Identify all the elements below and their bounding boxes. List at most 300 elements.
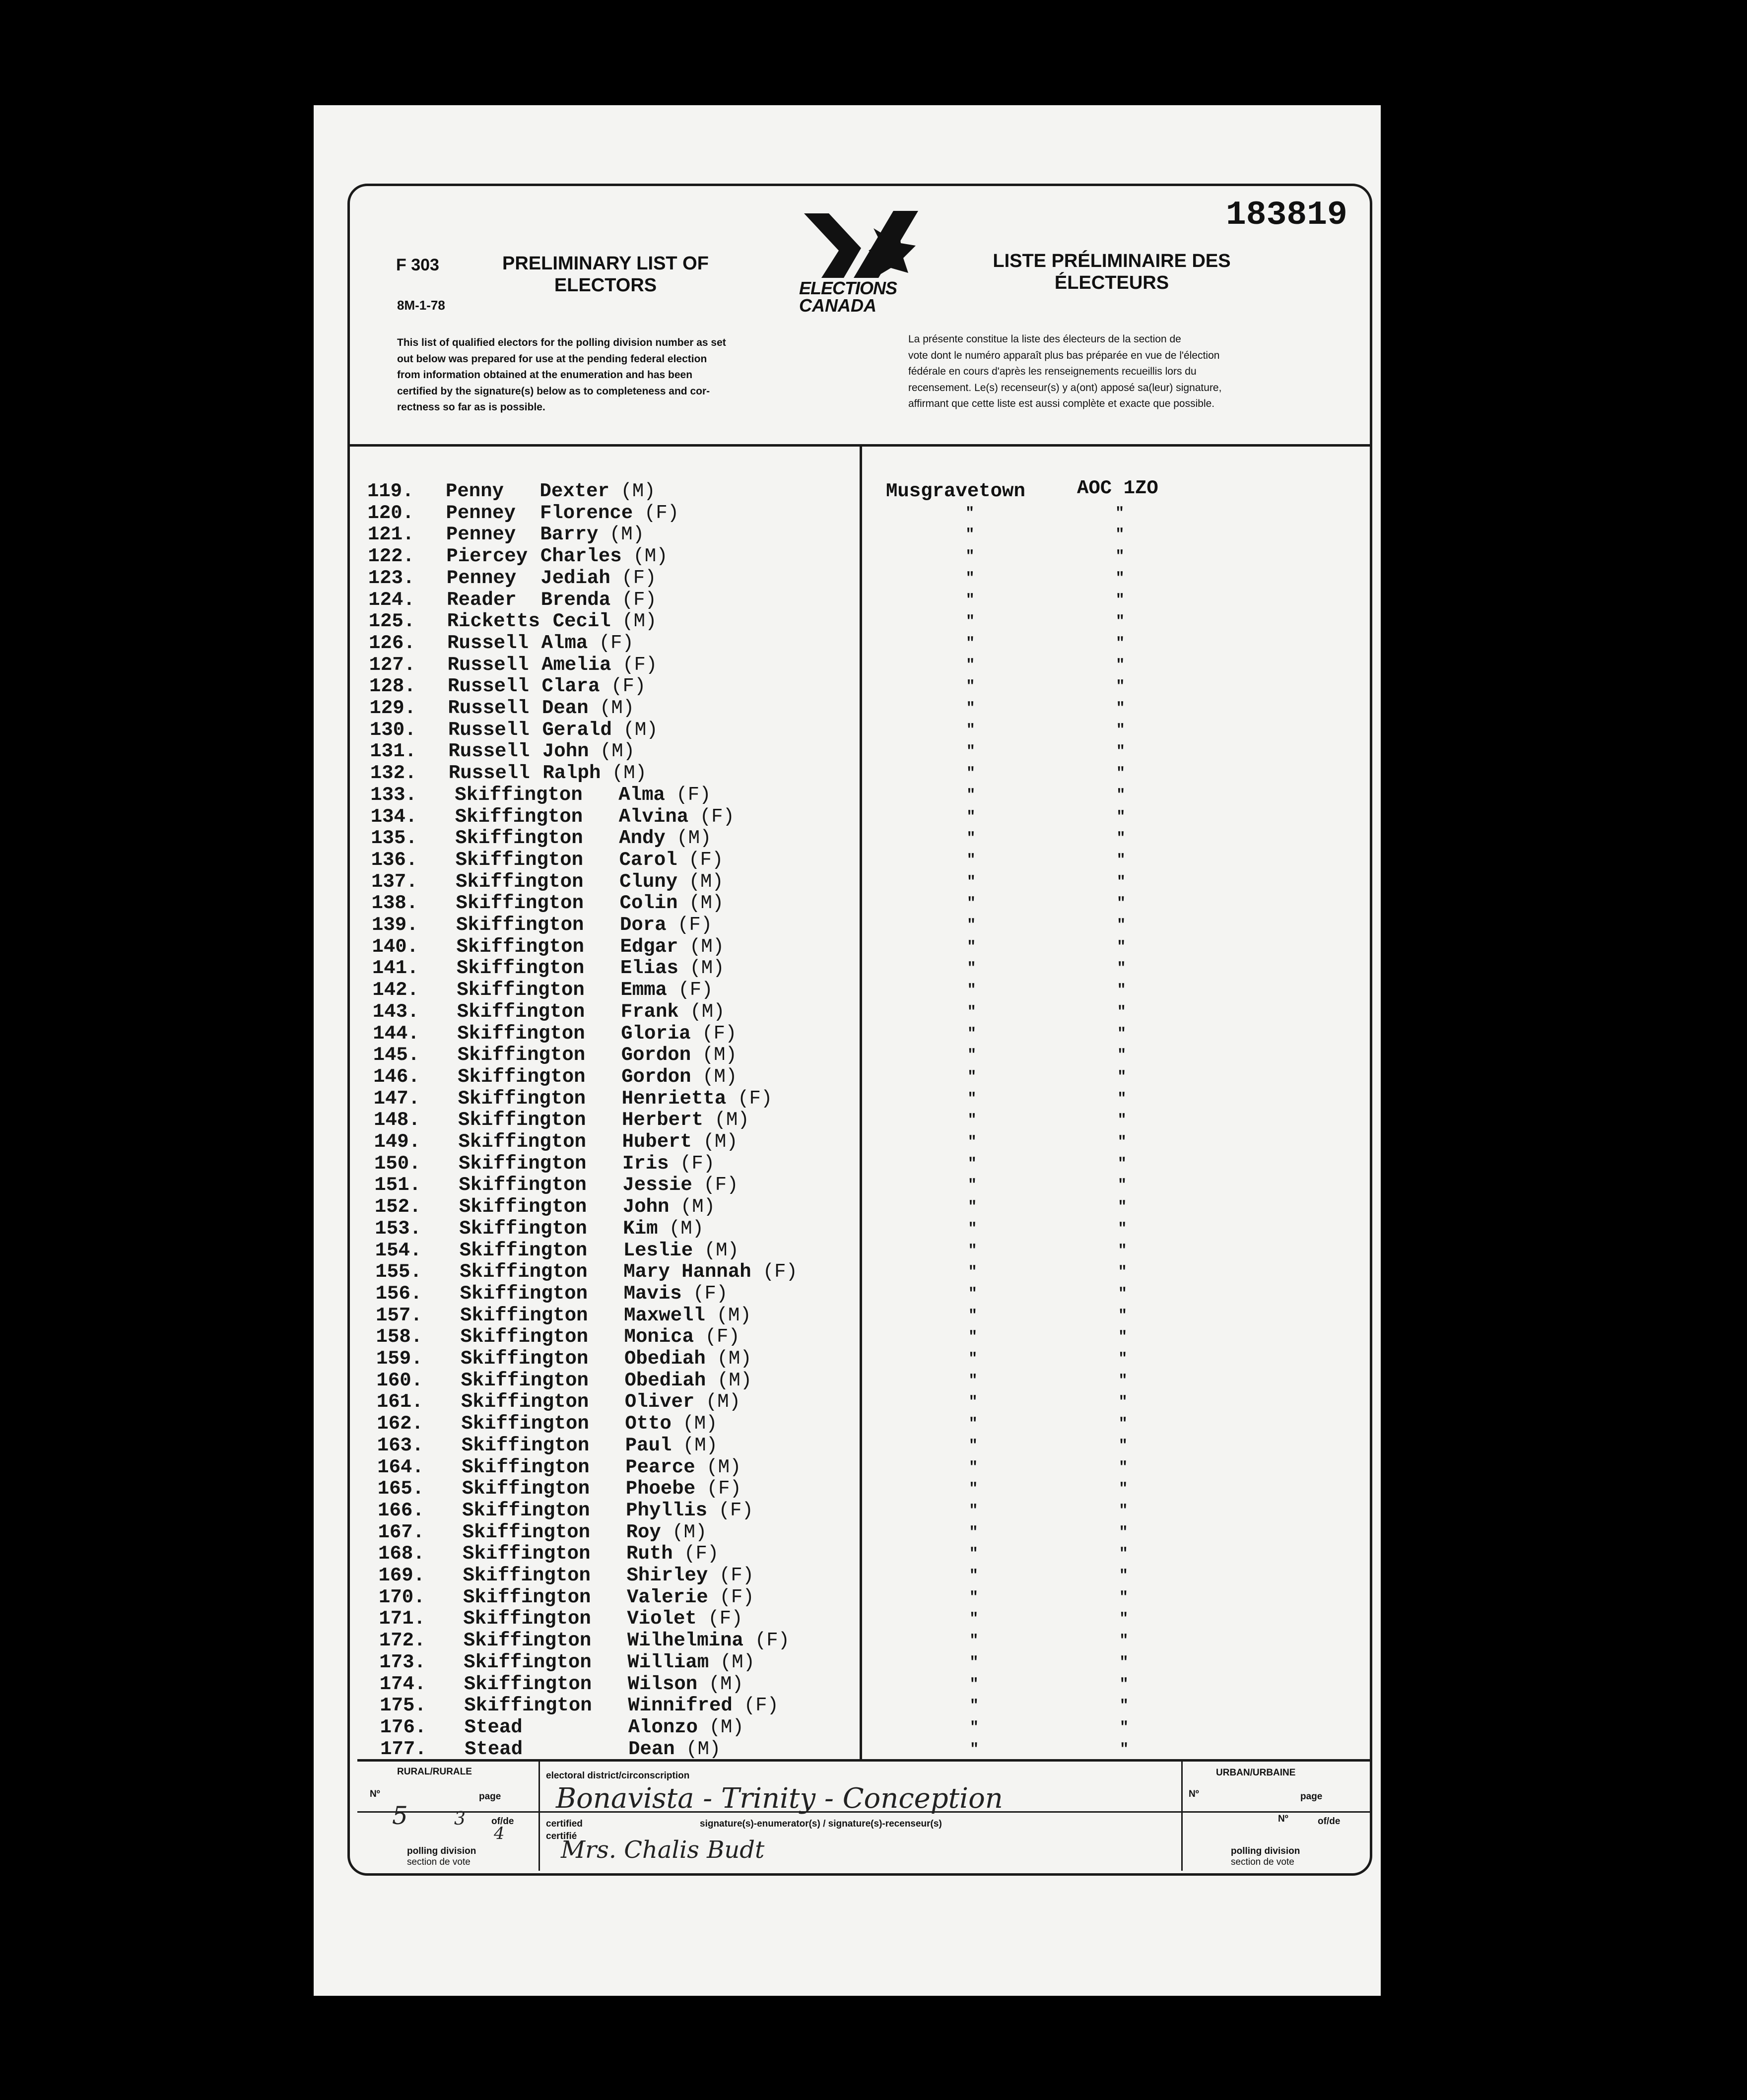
elector-given-name: Elias [620, 957, 678, 980]
ditto-mark: " [1116, 852, 1126, 869]
elector-sex: (F) [754, 1630, 790, 1652]
electoral-district-value: Bonavista - Trinity - Conception [556, 1782, 1003, 1815]
ditto-mark: " [1117, 938, 1126, 956]
elector-given-name: Monica [624, 1326, 694, 1348]
elector-sex: (M) [705, 1391, 741, 1413]
elector-sex: (F) [676, 784, 711, 806]
elector-surname: Skiffington [455, 784, 583, 806]
elector-given-name: Phyllis [626, 1499, 707, 1521]
elector-number: 161. [376, 1391, 423, 1413]
elector-surname: Skiffington [460, 1326, 588, 1348]
elector-sex: (M) [672, 1521, 707, 1543]
elector-number: 134. [370, 805, 417, 828]
ditto-mark: " [966, 873, 976, 891]
ditto-mark: " [967, 938, 976, 956]
elector-number: 158. [376, 1326, 423, 1348]
rural-page-label: page [479, 1791, 501, 1802]
elector-sex: (F) [611, 675, 646, 698]
elector-given-name: William [627, 1651, 709, 1673]
elector-number: 142. [372, 979, 419, 1001]
ditto-mark: " [968, 1416, 978, 1433]
ditto-mark: " [1118, 1437, 1128, 1454]
elector-sex: (M) [676, 827, 712, 850]
ditto-mark: " [969, 1502, 978, 1519]
ditto-mark: " [968, 1199, 977, 1216]
elector-given-name: Brenda [540, 589, 611, 611]
elector-sex: (F) [743, 1695, 779, 1717]
ditto-mark: " [1115, 613, 1125, 631]
elector-sex: (M) [689, 892, 724, 915]
elector-surname: Russell [448, 740, 530, 763]
ditto-mark: " [1119, 1481, 1128, 1498]
elector-given-name: Ralph [542, 762, 601, 785]
ditto-mark: " [968, 1437, 978, 1454]
elector-given-name: Obediah [624, 1348, 706, 1370]
title-english [486, 253, 725, 296]
ditto-mark: " [1115, 526, 1125, 544]
ditto-mark: " [969, 1611, 979, 1628]
elector-sex: (M) [716, 1304, 751, 1326]
title-english-line2: ELECTORS [554, 274, 657, 296]
elector-given-name: Gordon [621, 1044, 691, 1066]
elector-sex: (M) [611, 762, 647, 785]
elector-surname: Skiffington [458, 1087, 586, 1110]
elector-number: 129. [369, 697, 416, 719]
elector-given-name: Jessie [622, 1174, 692, 1196]
elector-sex: (M) [717, 1348, 752, 1370]
elector-sex: (M) [669, 1217, 704, 1240]
ditto-mark: " [968, 1351, 978, 1368]
elector-sex: (M) [703, 1131, 738, 1153]
ditto-mark: " [1119, 1654, 1129, 1671]
ditto-mark: " [1116, 830, 1126, 848]
intro-english-line: out below was prepared for use at the pending federal election [397, 353, 707, 365]
elector-given-name: Wilson [627, 1673, 698, 1695]
elector-surname: Skiffington [460, 1282, 588, 1305]
elector-surname: Reader [447, 589, 517, 611]
ditto-mark: " [966, 678, 975, 696]
elector-number: 123. [368, 567, 415, 589]
ditto-mark: " [967, 1003, 976, 1021]
urban-polling-division-label: polling division [1231, 1846, 1300, 1856]
elector-sex: (M) [609, 524, 645, 546]
elector-surname: Skiffington [458, 1152, 587, 1175]
elector-number: 153. [375, 1217, 421, 1240]
elector-given-name: Oliver [624, 1391, 695, 1413]
ditto-mark: " [1116, 895, 1126, 913]
ditto-mark: " [966, 895, 976, 913]
elector-number: 170. [378, 1586, 425, 1608]
ditto-mark: " [966, 787, 976, 804]
address-town: Musgravetown [886, 480, 1025, 502]
elector-surname: Penny [446, 480, 504, 502]
elector-surname: Skiffington [455, 849, 584, 871]
logo-emblem-icon [799, 208, 923, 283]
elector-given-name: Dean [628, 1738, 675, 1760]
ditto-mark: " [969, 1698, 979, 1715]
elections-canada-logo [799, 208, 923, 316]
ditto-mark: " [967, 960, 976, 978]
elector-sex: (M) [708, 1673, 743, 1695]
enumerator-signature: Mrs. Chalis Budt [561, 1836, 765, 1864]
elector-surname: Russell [448, 719, 530, 741]
elector-sex: (M) [680, 1196, 716, 1218]
ditto-mark: " [968, 1177, 977, 1194]
elector-surname: Piercey [446, 545, 528, 568]
elector-number: 165. [377, 1478, 424, 1500]
ditto-mark: " [969, 1633, 979, 1650]
elector-given-name: Cluny [619, 870, 678, 893]
elector-surname: Skiffington [457, 1044, 586, 1066]
elector-surname: Skiffington [458, 1131, 586, 1153]
urban-no-label: Nº [1189, 1789, 1199, 1799]
elector-surname: Stead [464, 1716, 523, 1738]
ditto-mark: " [1116, 656, 1125, 674]
ditto-mark: " [1117, 1134, 1127, 1151]
elector-number: 145. [373, 1044, 420, 1066]
form-number: F 303 [396, 256, 439, 274]
ditto-mark: " [1115, 548, 1125, 566]
elector-given-name: Hubert [622, 1131, 692, 1153]
elector-number: 139. [372, 914, 418, 936]
elector-sex: (M) [600, 697, 635, 719]
elector-sex: (M) [717, 1369, 752, 1391]
ditto-mark: " [966, 830, 976, 848]
elector-surname: Russell [447, 632, 529, 654]
elector-number: 167. [378, 1521, 425, 1543]
elector-surname: Skiffington [460, 1261, 588, 1283]
ditto-mark: " [969, 1524, 978, 1541]
elector-number: 131. [370, 740, 417, 763]
elector-surname: Skiffington [464, 1695, 592, 1717]
ditto-mark: " [1119, 1524, 1128, 1541]
elector-given-name: Barry [540, 524, 599, 546]
elector-given-name: Cecil [552, 610, 611, 633]
ditto-mark: " [967, 1068, 977, 1086]
ditto-mark: " [965, 548, 975, 566]
elector-given-name: Clara [541, 675, 600, 698]
urban-no-label-2: Nº [1278, 1814, 1288, 1824]
ditto-mark: " [1116, 700, 1125, 717]
electoral-district-label: electoral district/circonscription [546, 1771, 690, 1781]
elector-given-name: Maxwell [624, 1304, 705, 1326]
ditto-mark: " [1118, 1220, 1127, 1238]
elector-surname: Skiffington [459, 1217, 587, 1240]
ditto-mark: " [966, 852, 976, 869]
ditto-mark: " [969, 1676, 979, 1693]
ditto-mark: " [1118, 1394, 1128, 1411]
ditto-mark: " [1118, 1307, 1127, 1324]
ditto-mark: " [967, 1025, 976, 1043]
elector-sex: (M) [706, 1456, 741, 1478]
elector-given-name: Dean [542, 697, 589, 719]
intro-english-line: certified by the signature(s) below as to completeness and cor- [397, 385, 710, 397]
elector-surname: Russell [448, 697, 530, 719]
elector-number: 157. [376, 1304, 422, 1326]
ditto-mark: " [969, 1546, 978, 1563]
elector-number: 163. [377, 1434, 424, 1456]
urban-label: URBAN/URBAINE [1216, 1768, 1296, 1778]
elector-surname: Skiffington [455, 805, 583, 828]
elector-surname: Skiffington [461, 1391, 589, 1413]
ditto-mark: " [1119, 1676, 1129, 1693]
ditto-mark: " [1119, 1568, 1128, 1584]
elector-given-name: Alvina [618, 805, 689, 828]
ditto-mark: " [1119, 1459, 1128, 1476]
elector-number: 120. [367, 502, 414, 524]
elector-given-name: Dora [620, 914, 667, 936]
elector-surname: Skiffington [462, 1456, 590, 1478]
elector-number: 148. [374, 1109, 420, 1131]
elector-number: 132. [370, 762, 417, 785]
elector-given-name: Iris [622, 1152, 669, 1175]
elector-given-name: Henrietta [621, 1087, 727, 1110]
elector-sex: (M) [714, 1109, 749, 1131]
elector-surname: Skiffington [463, 1630, 592, 1652]
elector-given-name: Mary Hannah [623, 1261, 751, 1283]
column-divider [860, 444, 862, 1762]
elector-sex: (M) [682, 1434, 718, 1456]
header-divider [347, 444, 1370, 447]
elector-sex: (F) [706, 1478, 741, 1500]
intro-english-line: rectness so far as is possible. [397, 401, 545, 413]
polling-division-number: 5 [392, 1801, 408, 1830]
ditto-mark: " [969, 1719, 979, 1736]
elector-given-name: Charles [540, 545, 622, 568]
intro-english-line: from information obtained at the enumeration and has been [397, 369, 693, 381]
ditto-mark: " [966, 808, 976, 826]
elector-given-name: Ruth [626, 1543, 673, 1565]
elector-number: 162. [377, 1413, 423, 1435]
elector-given-name: Gordon [621, 1065, 691, 1088]
elector-number: 147. [373, 1087, 420, 1110]
ditto-mark: " [969, 1568, 978, 1584]
intro-french-line: recensement. Le(s) recenseur(s) y a(ont) apposé sa(leur) signature, [908, 382, 1222, 394]
elector-number: 177. [380, 1738, 427, 1760]
elector-given-name: Violet [627, 1608, 697, 1630]
elector-given-name: Kim [623, 1217, 658, 1240]
ditto-mark: " [967, 1090, 977, 1108]
elector-surname: Skiffington [457, 979, 585, 1001]
elector-number: 144. [373, 1022, 419, 1045]
elector-given-name: Leslie [623, 1239, 693, 1261]
elector-given-name: John [542, 740, 589, 763]
elector-surname: Skiffington [463, 1586, 591, 1608]
ditto-mark: " [1117, 982, 1126, 999]
elector-sex: (M) [702, 1065, 738, 1088]
rural-label: RURAL/RURALE [397, 1767, 472, 1777]
ditto-mark: " [968, 1220, 977, 1238]
ditto-mark: " [1119, 1611, 1129, 1628]
ditto-mark: " [1116, 765, 1126, 783]
ditto-mark: " [1120, 1741, 1129, 1758]
rural-section-de-vote-label: section de vote [407, 1857, 470, 1867]
elector-given-name: Florence [539, 502, 633, 524]
elector-given-name: Obediah [624, 1369, 706, 1391]
title-english-line1: PRELIMINARY LIST OF [502, 253, 709, 274]
ditto-mark: " [967, 982, 976, 999]
elector-number: 156. [375, 1282, 422, 1305]
ditto-mark: " [966, 635, 975, 652]
ditto-mark: " [1119, 1698, 1129, 1715]
elector-number: 152. [374, 1196, 421, 1218]
form-code: 8M-1-78 [397, 298, 445, 313]
elector-surname: Skiffington [456, 957, 585, 980]
ditto-mark: " [968, 1307, 977, 1324]
elector-given-name: Paul [625, 1434, 672, 1456]
elector-sex: (F) [678, 979, 713, 1001]
elector-sex: (F) [708, 1608, 743, 1630]
ditto-mark: " [1115, 591, 1125, 609]
elector-sex: (M) [682, 1413, 718, 1435]
elector-given-name: Frank [620, 1000, 679, 1023]
ditto-mark: " [1116, 808, 1126, 826]
elector-sex: (M) [633, 545, 668, 568]
elector-sex: (F) [644, 502, 679, 524]
elector-surname: Skiffington [463, 1543, 591, 1565]
elector-sex: (F) [621, 567, 657, 589]
rural-polling-division-label: polling division [407, 1846, 476, 1856]
elector-given-name: Wilhelmina [627, 1630, 743, 1652]
logo-text-line1: ELECTIONS [799, 278, 897, 298]
ditto-mark: " [1117, 1068, 1127, 1086]
ditto-mark: " [1115, 570, 1125, 587]
intro-english [397, 335, 814, 416]
elector-sex: (F) [684, 1543, 719, 1565]
ditto-mark: " [1118, 1351, 1128, 1368]
elector-given-name: Carol [619, 849, 677, 871]
elector-number: 126. [369, 632, 415, 654]
ditto-mark: " [1118, 1416, 1128, 1433]
elector-number: 159. [376, 1348, 423, 1370]
elector-sex: (F) [699, 805, 735, 828]
elector-surname: Penney [446, 502, 516, 524]
elector-given-name: Dexter [539, 480, 609, 502]
elector-number: 137. [371, 870, 418, 893]
elector-given-name: Winnifred [628, 1695, 733, 1717]
ditto-mark: " [1118, 1242, 1127, 1259]
ditto-mark: " [969, 1654, 979, 1671]
title-french-line1: LISTE PRÉLIMINAIRE DES [993, 251, 1231, 271]
ditto-mark: " [967, 1155, 977, 1173]
elector-surname: Skiffington [462, 1478, 590, 1500]
elector-number: 150. [374, 1152, 421, 1175]
rural-of-label: of/de [491, 1816, 514, 1827]
ditto-mark: " [1117, 917, 1126, 934]
elector-sex: (F) [719, 1565, 754, 1586]
elector-sex: (F) [679, 1152, 715, 1175]
elector-surname: Skiffington [458, 1065, 586, 1088]
elector-sex: (M) [702, 1044, 737, 1066]
ditto-mark: " [1119, 1589, 1129, 1606]
elector-given-name: Shirley [626, 1565, 708, 1586]
elector-surname: Russell [448, 762, 530, 785]
elector-given-name: Valerie [626, 1586, 708, 1608]
serial-number: 183819 [1226, 196, 1347, 234]
ditto-mark: " [1118, 1177, 1127, 1194]
elector-sex: (M) [688, 870, 724, 893]
ditto-mark: " [969, 1481, 978, 1498]
elector-sex: (F) [762, 1261, 798, 1283]
elector-number: 174. [379, 1673, 426, 1695]
ditto-mark: " [967, 1112, 977, 1129]
signature-label: signature(s)-enumerator(s) / signature(s)-recenseur(s) [700, 1819, 942, 1829]
elector-surname: Skiffington [461, 1413, 589, 1435]
elector-sex: (M) [709, 1716, 744, 1738]
elector-given-name: Alma [618, 784, 665, 806]
elector-surname: Skiffington [461, 1369, 589, 1391]
ditto-mark: " [1118, 1264, 1127, 1281]
certifie-label: certifié [546, 1831, 577, 1841]
ditto-mark: " [967, 1134, 977, 1151]
elector-sex: (F) [688, 849, 724, 871]
elector-sex: (F) [693, 1282, 728, 1305]
elector-number: 140. [372, 935, 419, 958]
ditto-mark: " [1119, 1502, 1128, 1519]
title-french [973, 251, 1251, 294]
elector-surname: Skiffington [456, 892, 584, 915]
elector-surname: Skiffington [460, 1304, 588, 1326]
ditto-mark: " [968, 1372, 978, 1389]
elector-given-name: Gloria [621, 1022, 691, 1045]
ditto-mark: " [969, 1459, 978, 1476]
elector-number: 160. [376, 1369, 423, 1391]
elector-number: 135. [371, 827, 417, 850]
elector-sex: (M) [620, 480, 656, 502]
elector-given-name: Alma [541, 632, 588, 654]
ditto-mark: " [965, 570, 975, 587]
intro-english-line: This list of qualified electors for the polling division number as set [397, 337, 726, 348]
elector-sex: (M) [689, 935, 725, 958]
ditto-mark: " [966, 700, 975, 717]
elector-surname: Skiffington [458, 1109, 586, 1131]
elector-surname: Skiffington [456, 935, 584, 958]
elector-surname: Skiffington [461, 1434, 590, 1456]
elector-number: 173. [379, 1651, 426, 1673]
elector-number: 171. [379, 1608, 426, 1630]
elector-number: 175. [380, 1695, 426, 1717]
elector-surname: Skiffington [459, 1239, 588, 1261]
certified-label: certified [546, 1819, 583, 1829]
ditto-mark: " [1117, 1047, 1127, 1064]
ditto-mark: " [1117, 1003, 1126, 1021]
intro-french [908, 331, 1335, 412]
ditto-mark: " [1116, 873, 1126, 891]
ditto-mark: " [966, 765, 976, 783]
intro-french-line: affirmant que cette liste est aussi complète et exacte que possible. [908, 398, 1215, 410]
ditto-mark: " [965, 591, 975, 609]
elector-surname: Ricketts [447, 610, 540, 633]
ditto-mark: " [1116, 743, 1125, 761]
elector-number: 176. [380, 1716, 427, 1738]
elector-sex: (F) [677, 914, 713, 936]
ditto-mark: " [1118, 1372, 1128, 1389]
elector-number: 172. [379, 1630, 426, 1652]
ditto-mark: " [968, 1394, 978, 1411]
elector-number: 154. [375, 1239, 422, 1261]
elector-surname: Skiffington [457, 1022, 585, 1045]
elector-surname: Skiffington [461, 1348, 589, 1370]
intro-french-line: La présente constitue la liste des électeurs de la section de [908, 333, 1181, 345]
elector-number: 130. [369, 719, 416, 741]
ditto-mark: " [968, 1242, 977, 1259]
ditto-mark: " [1117, 1090, 1127, 1108]
ditto-mark: " [1119, 1633, 1129, 1650]
ditto-mark: " [1117, 1155, 1127, 1173]
page-total: 4 [494, 1824, 505, 1843]
rural-no-label: Nº [370, 1789, 380, 1799]
elector-surname: Penney [446, 567, 517, 589]
